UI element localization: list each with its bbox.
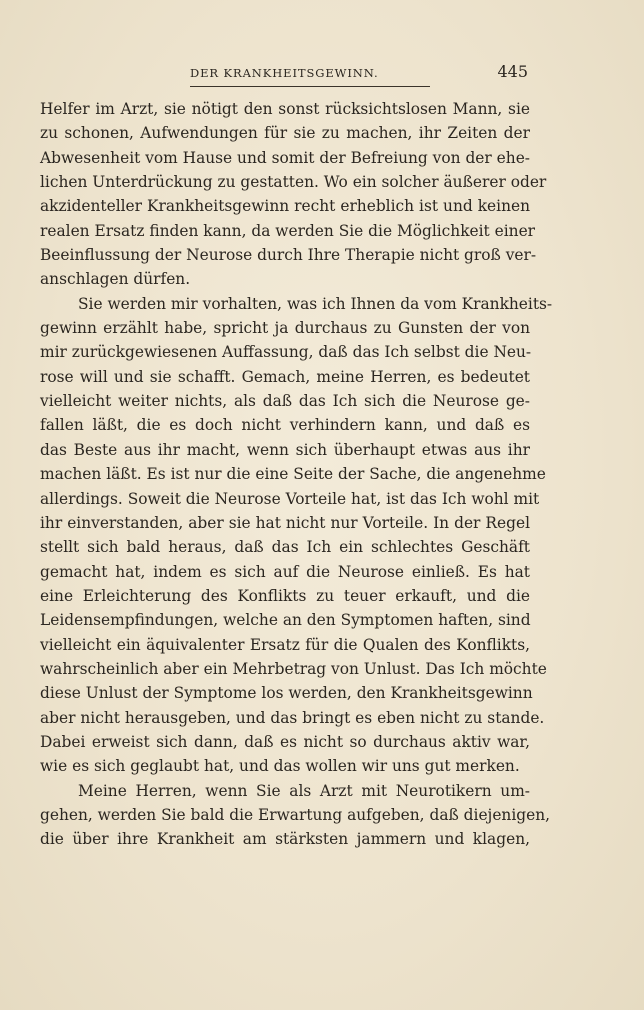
text-line: wahrscheinlich aber ein Mehrbetrag von Unlust. Das Ich möchte [40, 659, 547, 678]
text-line: eine Erleichterung des Konflikts zu teuer erkauft, und die [40, 586, 530, 605]
text-line: mir zurückgewiesenen Auffassung, daß das Ich selbst die Neu- [40, 343, 532, 362]
text-line: zu schonen, Aufwendungen für sie zu machen, ihr Zeiten der [40, 124, 530, 143]
text-line: das Beste aus ihr macht, wenn sich überhaupt etwas aus ihr [40, 440, 530, 459]
text-line: wie es sich geglaubt hat, und das wollen wir uns gut merken. [40, 757, 520, 776]
text-line: Dabei erweist sich dann, daß es nicht so durchaus aktiv war, [40, 732, 530, 751]
text-line: rose will und sie schafft. Gemach, meine Herren, es bedeutet [40, 367, 530, 386]
text-line: vielleicht ein äquivalenter Ersatz für die Qualen des Konflikts, [40, 635, 530, 654]
text-line: Meine Herren, wenn Sie als Arzt mit Neurotikern um- [78, 781, 530, 800]
text-line: gehen, werden Sie bald die Erwartung aufgeben, daß diejenigen, [40, 805, 551, 824]
text-line: gemacht hat, indem es sich auf die Neurose einließ. Es hat [40, 562, 530, 581]
text-line: anschlagen dürfen. [40, 270, 191, 289]
text-line: akzidenteller Krankheitsgewinn recht erheblich ist und keinen [40, 197, 530, 216]
header-rule [190, 86, 430, 87]
page-number: 445 [497, 62, 528, 81]
text-line: Beeinflussung der Neurose durch Ihre Therapie nicht groß ver- [40, 246, 537, 265]
text-line: Sie werden mir vorhalten, was ich Ihnen da vom Krankheits- [78, 294, 553, 313]
text-line: gewinn erzählt habe, spricht ja durchaus zu Gunsten der von [40, 319, 530, 338]
text-line: stellt sich bald heraus, daß das Ich ein schlechtes Geschäft [40, 538, 530, 557]
paragraph-2 [40, 292, 553, 779]
text-line: fallen läßt, die es doch nicht verhindern kann, und daß es [40, 416, 530, 435]
text-line: lichen Unterdrückung zu gestatten. Wo ein solcher äußerer oder [40, 173, 547, 192]
paragraph-3 [40, 779, 551, 852]
text-line: Abwesenheit vom Hause und somit der Befreiung von der ehe- [40, 148, 530, 167]
text-line: aber nicht herausgeben, und das bringt es eben nicht zu stande. [40, 708, 545, 727]
text-line: vielleicht weiter nichts, als daß das Ich sich die Neurose ge- [40, 392, 530, 411]
running-head [40, 62, 530, 88]
text-line: ihr einverstanden, aber sie hat nicht nur Vorteile. In der Regel [40, 513, 530, 532]
text-line: diese Unlust der Symptome los werden, den Krankheitsgewinn [40, 684, 533, 703]
text-line: Helfer im Arzt, sie nötigt den sonst rücksichtslosen Mann, sie [40, 100, 530, 118]
paragraph-1 [40, 97, 547, 292]
body-text [40, 97, 553, 852]
text-line: die über ihre Krankheit am stärksten jammern und klagen, [40, 830, 530, 849]
chapter-title: DER KRANKHEITSGEWINN. [190, 66, 379, 80]
text-line: machen läßt. Es ist nur die eine Seite der Sache, die angenehme [40, 465, 546, 484]
text-line: realen Ersatz finden kann, da werden Sie die Möglichkeit einer [40, 221, 536, 240]
text-line: allerdings. Soweit die Neurose Vorteile hat, ist das Ich wohl mit [40, 489, 540, 508]
text-line: Leidensempfindungen, welche an den Symptomen haften, sind [40, 611, 531, 630]
